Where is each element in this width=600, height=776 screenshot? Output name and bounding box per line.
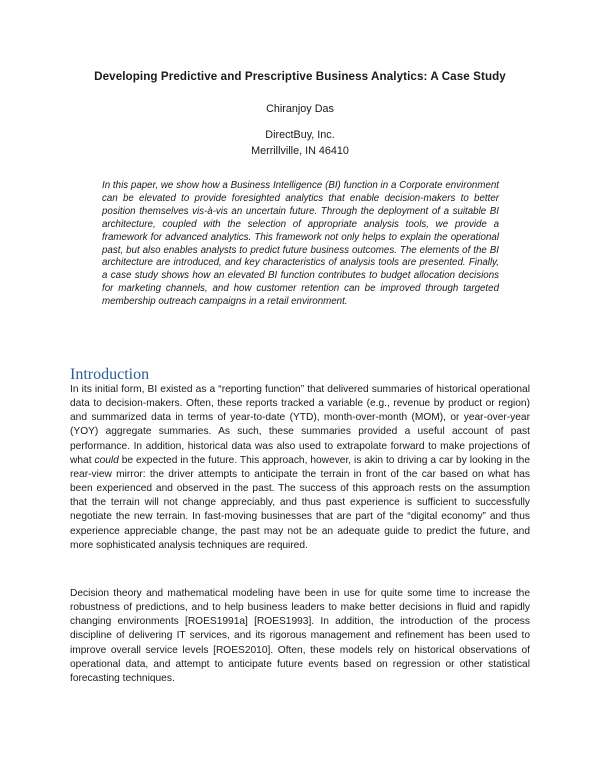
introduction-paragraph-2: Decision theory and mathematical modeling have been in use for quite some time to increase the robustness of predictions, and to help business leaders to make better decisions in fluid and rapidly changing environments [ROES1991a] [ROES1993]. In addition, the introduction of the process discipline of delivering IT services, and its rigorous management and refinement has been used to improve overall service levels [ROES2010]. Often, these models rely on historical observations of operational data, and attempt to anticipate future events based on regression or other statistical forecasting techniques.	[70, 588, 530, 684]
author-name: Chiranjoy Das	[266, 103, 334, 115]
paragraph-text: be expected in the future. This approach, however, is akin to driving a car by looking in the rear-view mirror: the driver attempts to anticipate the terrain in front of the car based on what has been experienced and observed in the past. The success of this approach rests on the assumption that the terrain will not change appreciably, and thus past experience is sufficient to successfully negotiate the new terrain. In fast-moving businesses that are part of the “digital economy” and thus experience appreciable change, the past may not be an adequate guide to predict the future, and more sophisticated analysis techniques are required.	[70, 454, 530, 551]
location: Merrillville, IN 46410	[251, 145, 349, 158]
introduction-paragraph-1	[70, 383, 530, 553]
affiliation: DirectBuy, Inc.	[265, 128, 335, 141]
paragraph-text: In its initial form, BI existed as a “reporting function” that delivered summaries of historical operational data to decision-makers. Often, these reports tracked a variable (e.g., revenue by product or region) and summarized data in terms of year-to-date (YTD), month-over-month (MOM), or year-over-year (YOY) aggregate summaries. As such, these summaries provided a useful account of past performance. In addition, historical data was also used to extrapolate forward to make projections of what	[70, 384, 530, 466]
section-heading-introduction: Introduction	[70, 366, 150, 383]
author-gap	[40, 118, 560, 127]
abstract: In this paper, we show how a Business Intelligence (BI) function in a Corporate environment can be elevated to provide foresighted analytics that enable decision-makers to better position themselves vis-à-vis an uncertain future. Through the deployment of a suitable BI architecture, coupled with the selection of appropriate analysis tools, we provide a framework for advanced analytics. This framework not only helps to explain the operational past, but also enables analysts to predict future business outcomes. The elements of the BI architecture are introduced, and key characteristics of analysis tools are presented. Finally, a case study shows how an elevated BI function contributes to budget allocation decisions for marketing channels, and how customer retention can be improved through targeted membership outreach campaigns in a retail environment.	[102, 180, 499, 308]
author-block	[40, 101, 560, 160]
paper-title: Developing Predictive and Prescriptive Business Analytics: A Case Study	[94, 70, 506, 83]
emphasis-text: could	[94, 454, 119, 466]
